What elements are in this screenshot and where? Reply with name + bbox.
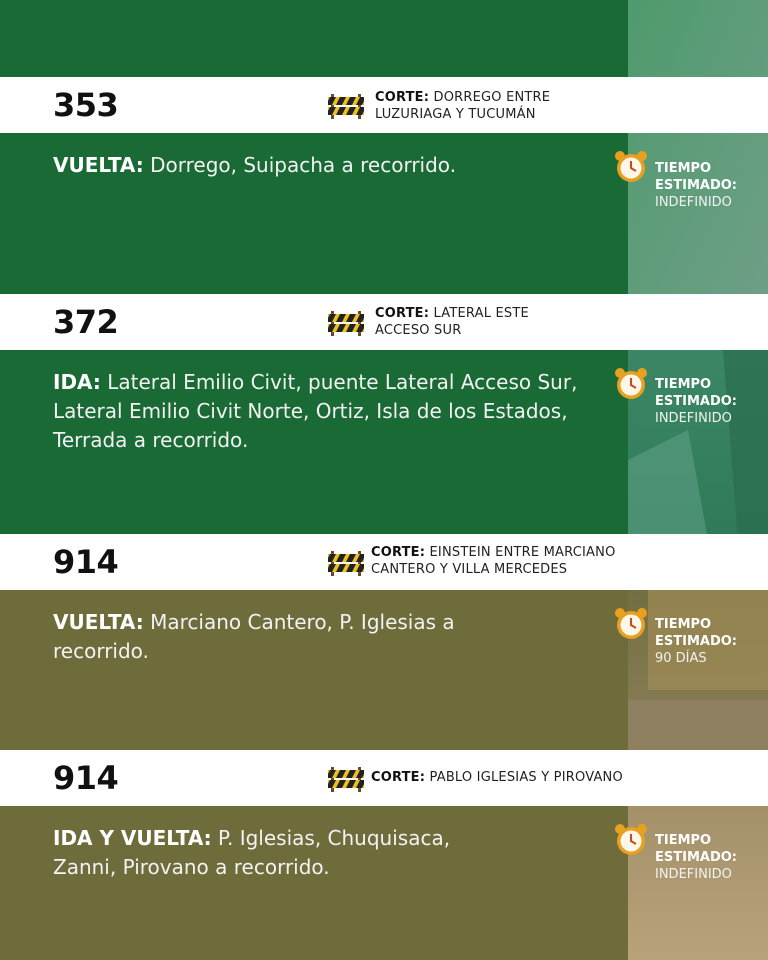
corte-description: CORTE: EINSTEIN ENTRE MARCIANO CANTERO Y VILLA MERCEDES xyxy=(371,545,616,577)
estimated-time: TIEMPO ESTIMADO: INDEFINIDO xyxy=(655,833,737,882)
route-header-row xyxy=(0,534,768,590)
estimated-time: TIEMPO ESTIMADO: INDEFINIDO xyxy=(655,377,737,426)
corte-description: CORTE: DORREGO ENTRE LUZURIAGA Y TUCUMÁN xyxy=(375,90,551,122)
road-barrier-icon xyxy=(328,308,364,336)
route-description: VUELTA: Marciano Cantero, P. Iglesias a recorrido. xyxy=(53,610,455,663)
route-detail-panel xyxy=(0,806,628,960)
route-description: IDA Y VUELTA: P. Iglesias, Chuquisaca, Zanni, Pirovano a recorrido. xyxy=(53,826,451,879)
estimated-time: TIEMPO ESTIMADO: INDEFINIDO xyxy=(655,161,737,210)
route-header-row xyxy=(0,77,768,133)
alarm-clock-icon xyxy=(614,367,648,401)
road-barrier-icon xyxy=(328,91,364,119)
route-detail-panel xyxy=(0,133,628,294)
route-detail-panel xyxy=(0,350,628,534)
route-description: VUELTA: Dorrego, Suipacha a recorrido. xyxy=(53,153,457,177)
road-barrier-icon xyxy=(328,548,364,576)
estimated-time: TIEMPO ESTIMADO: 90 DÍAS xyxy=(655,617,737,666)
route-header-row xyxy=(0,294,768,350)
route-detail-panel xyxy=(0,590,628,750)
route-number: 372 xyxy=(53,303,119,341)
route-header-row xyxy=(0,750,768,806)
background-photo-strip xyxy=(628,0,768,960)
alarm-clock-icon xyxy=(614,823,648,857)
route-description: IDA: Lateral Emilio Civit, puente Lateral Acceso Sur, Lateral Emilio Civit Norte, Ortiz, Isla de los Estados, Terrada a recorrido. xyxy=(53,370,578,452)
route-number: 914 xyxy=(53,543,119,581)
route-number: 353 xyxy=(53,86,119,124)
route-number: 914 xyxy=(53,759,119,797)
alarm-clock-icon xyxy=(614,607,648,641)
corte-description: CORTE: PABLO IGLESIAS Y PIROVANO xyxy=(371,770,623,785)
corte-description: CORTE: LATERAL ESTE ACCESO SUR xyxy=(375,306,529,338)
alarm-clock-icon xyxy=(614,150,648,184)
road-barrier-icon xyxy=(328,764,364,792)
